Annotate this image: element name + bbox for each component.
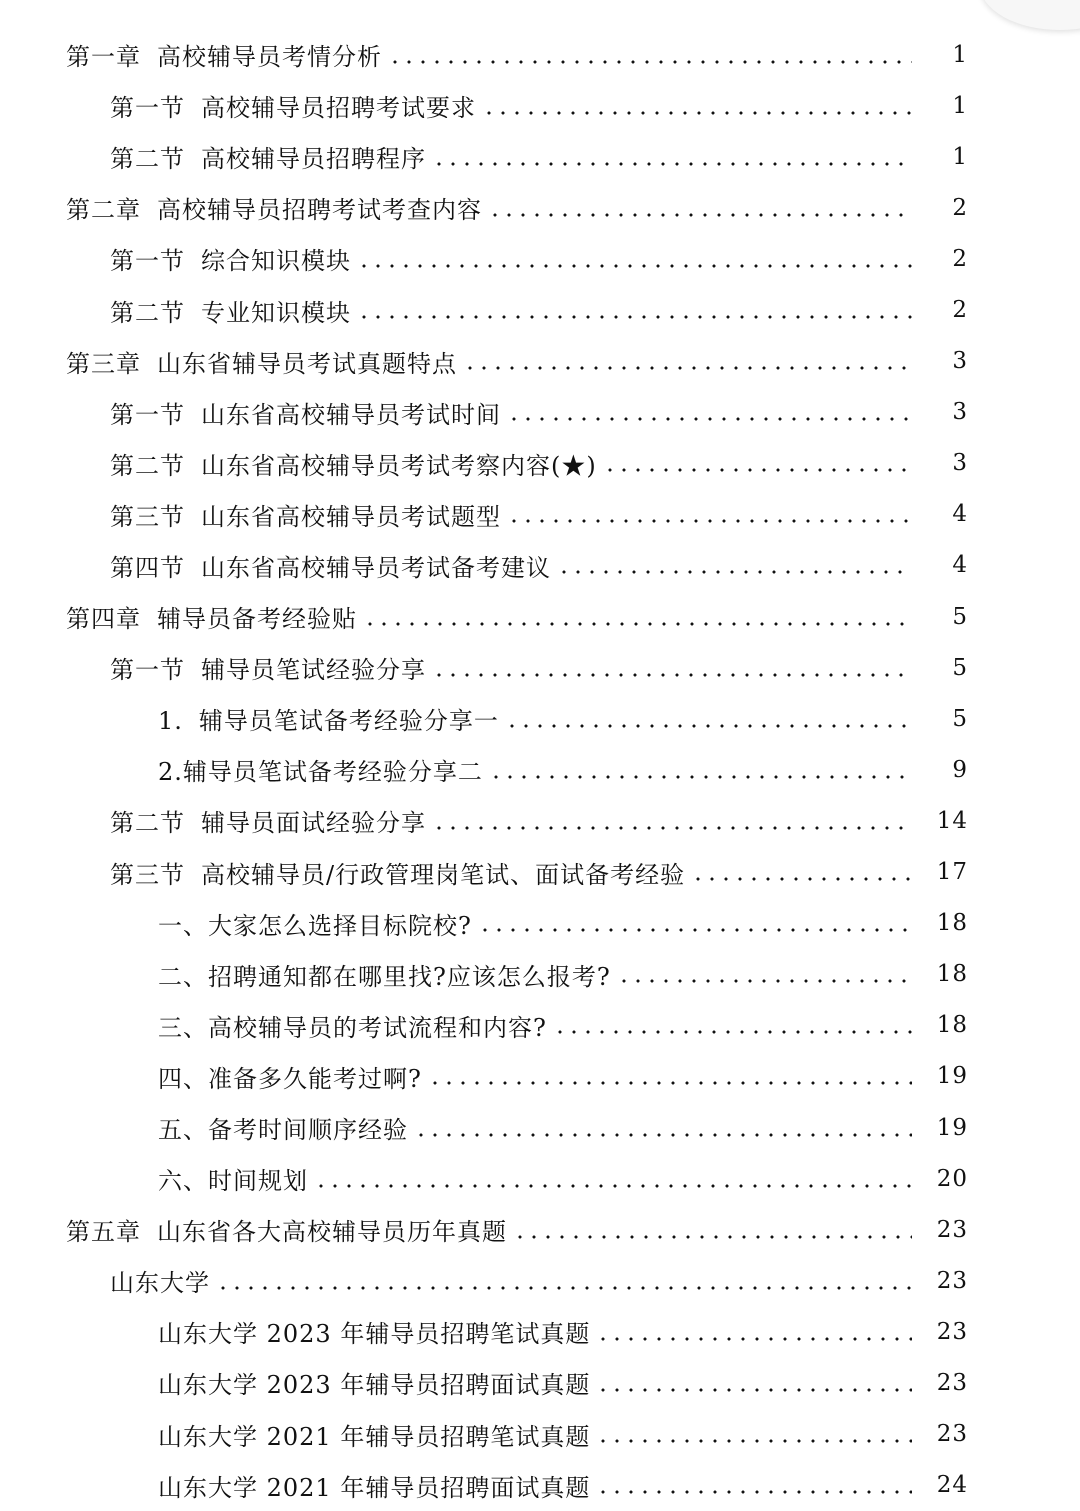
toc-entry-page-number: 14 — [936, 807, 968, 834]
toc-entry-label — [158, 1059, 428, 1094]
dot-leader — [314, 1184, 912, 1188]
toc-entry[interactable] — [0, 591, 1080, 642]
toc-entry-label — [66, 599, 363, 634]
toc-entry-title: 专业知识模块 — [201, 298, 351, 327]
toc-entry[interactable] — [0, 387, 1080, 438]
toc-entry-title: 山东省高校辅导员考试题型 — [201, 502, 501, 531]
dot-leader — [489, 775, 912, 779]
toc-entry-label — [158, 752, 489, 787]
toc-entry-page-number: 5 — [952, 603, 968, 630]
toc-entry-page-number: 5 — [952, 705, 968, 732]
toc-entry[interactable] — [0, 1000, 1080, 1051]
toc-entry-number: 1. — [158, 707, 183, 736]
toc-entry-title: 五、备考时间顺序经验 — [158, 1116, 408, 1145]
toc-entry-title: 2.辅导员笔试备考经验分享二 — [158, 758, 483, 787]
toc-entry-label — [110, 446, 603, 481]
toc-entry[interactable] — [0, 642, 1080, 693]
dot-leader — [691, 877, 912, 881]
toc-entry-number: 第三节 — [110, 860, 185, 889]
page-curl — [980, 0, 1080, 30]
toc-entry-label — [158, 1008, 553, 1043]
dot-leader — [505, 724, 912, 728]
toc-entry-label — [110, 395, 507, 430]
toc-entry-label — [66, 1212, 513, 1247]
dot-leader — [363, 622, 912, 626]
toc-entry-number: 第一章 — [66, 43, 141, 72]
toc-entry-label — [158, 1365, 596, 1400]
toc-entry-label — [66, 190, 488, 225]
dot-leader — [463, 366, 912, 370]
toc-entry-label — [158, 1110, 414, 1145]
dot-leader — [432, 673, 912, 677]
toc-entry-number: 第五章 — [66, 1218, 141, 1247]
toc-entry-page-number: 3 — [952, 348, 968, 375]
toc-entry-page-number: 19 — [936, 1114, 968, 1141]
toc-entry-page-number: 23 — [936, 1369, 968, 1396]
toc-entry-label — [110, 548, 557, 583]
toc-entry-title: 山东大学 2023 年辅导员招聘面试真题 — [158, 1371, 591, 1400]
toc-entry-page-number: 23 — [936, 1216, 968, 1243]
toc-entry[interactable] — [0, 1051, 1080, 1102]
dot-leader — [488, 213, 912, 217]
toc-entry-page-number: 20 — [936, 1165, 968, 1192]
toc-entry-label — [110, 293, 357, 328]
toc-entry[interactable] — [0, 693, 1080, 744]
toc-entry-number: 第一节 — [110, 247, 185, 276]
toc-entry-title: 高校辅导员招聘考试要求 — [201, 94, 476, 123]
toc-entry[interactable] — [0, 1102, 1080, 1153]
toc-entry[interactable] — [0, 1409, 1080, 1460]
toc-entry-label — [158, 1468, 596, 1503]
toc-entry-label — [110, 88, 482, 123]
dot-leader — [432, 826, 912, 830]
dot-leader — [596, 1337, 912, 1341]
toc-entry-page-number: 18 — [936, 961, 968, 988]
toc-entry-title: 六、时间规划 — [158, 1167, 308, 1196]
table-of-contents — [0, 29, 1080, 1511]
toc-entry-page-number: 23 — [936, 1421, 968, 1448]
toc-entry-number: 第二节 — [110, 451, 185, 480]
toc-entry[interactable] — [0, 182, 1080, 233]
toc-entry[interactable] — [0, 1460, 1080, 1511]
dot-leader — [507, 417, 912, 421]
toc-entry-label — [110, 1263, 216, 1298]
toc-entry-title: 二、招聘通知都在哪里找?应该怎么报考? — [158, 962, 611, 991]
dot-leader — [432, 162, 912, 166]
toc-entry[interactable] — [0, 489, 1080, 540]
toc-entry-label — [66, 37, 388, 72]
dot-leader — [553, 1030, 912, 1034]
toc-entry-title: 辅导员备考经验贴 — [157, 605, 357, 634]
dot-leader — [388, 60, 912, 64]
toc-entry-title: 辅导员面试经验分享 — [201, 809, 426, 838]
toc-entry-title: 山东省高校辅导员考试备考建议 — [201, 553, 551, 582]
toc-entry-page-number: 5 — [952, 654, 968, 681]
toc-entry-title: 山东省辅导员考试真题特点 — [157, 349, 457, 378]
toc-entry-title: 一、大家怎么选择目标院校? — [158, 911, 472, 940]
toc-entry-title: 山东省高校辅导员考试考察内容(★) — [201, 451, 597, 480]
toc-entry[interactable] — [0, 795, 1080, 846]
toc-entry-title: 山东大学 2023 年辅导员招聘笔试真题 — [158, 1320, 591, 1349]
dot-leader — [513, 1235, 912, 1239]
toc-entry-page-number: 2 — [952, 194, 968, 221]
toc-entry-page-number: 1 — [952, 143, 968, 170]
toc-entry-number: 第二节 — [110, 298, 185, 327]
toc-entry-label — [110, 139, 432, 174]
toc-entry[interactable] — [0, 898, 1080, 949]
toc-entry-page-number: 2 — [952, 297, 968, 324]
dot-leader — [478, 928, 912, 932]
toc-entry-number: 第四节 — [110, 553, 185, 582]
toc-entry-page-number: 23 — [936, 1318, 968, 1345]
toc-entry-number: 第二章 — [66, 196, 141, 225]
toc-entry-page-number: 19 — [936, 1063, 968, 1090]
dot-leader — [357, 315, 912, 319]
toc-entry-title: 山东省各大高校辅导员历年真题 — [157, 1218, 507, 1247]
toc-entry-label — [110, 650, 432, 685]
dot-leader — [617, 979, 912, 983]
toc-entry[interactable] — [0, 29, 1080, 80]
toc-entry[interactable] — [0, 744, 1080, 795]
toc-entry-label — [110, 497, 507, 532]
toc-entry-label — [110, 803, 432, 838]
toc-entry[interactable] — [0, 80, 1080, 131]
toc-entry-page-number: 3 — [952, 450, 968, 477]
toc-entry-number: 第二节 — [110, 809, 185, 838]
toc-entry-title: 山东大学 — [110, 1269, 210, 1298]
toc-entry-page-number: 3 — [952, 399, 968, 426]
dot-leader — [216, 1286, 912, 1290]
toc-entry-label — [158, 701, 505, 736]
toc-entry-label — [110, 241, 357, 276]
toc-entry-title: 山东大学 2021 年辅导员招聘面试真题 — [158, 1473, 591, 1502]
dot-leader — [596, 1439, 912, 1443]
toc-entry[interactable] — [0, 336, 1080, 387]
toc-entry[interactable] — [0, 540, 1080, 591]
toc-entry-page-number: 4 — [952, 552, 968, 579]
toc-entry-label — [110, 855, 691, 890]
toc-entry[interactable] — [0, 1153, 1080, 1204]
dot-leader — [482, 111, 912, 115]
toc-entry-page-number: 2 — [952, 245, 968, 272]
toc-entry[interactable] — [0, 131, 1080, 182]
dot-leader — [428, 1081, 912, 1085]
toc-entry-page-number: 1 — [952, 92, 968, 119]
toc-entry[interactable] — [0, 847, 1080, 898]
toc-entry-page-number: 17 — [936, 859, 968, 886]
toc-entry-page-number: 18 — [936, 1012, 968, 1039]
toc-entry-title: 三、高校辅导员的考试流程和内容? — [158, 1013, 547, 1042]
dot-leader — [603, 468, 912, 472]
dot-leader — [557, 570, 912, 574]
toc-entry-number: 第一节 — [110, 656, 185, 685]
toc-entry[interactable] — [0, 284, 1080, 335]
toc-entry-number: 第三节 — [110, 502, 185, 531]
toc-entry-label — [158, 1161, 314, 1196]
toc-entry[interactable] — [0, 949, 1080, 1000]
toc-entry-number: 第四章 — [66, 605, 141, 634]
toc-entry-number: 第三章 — [66, 349, 141, 378]
dot-leader — [507, 519, 912, 523]
toc-entry-title: 高校辅导员招聘考试考查内容 — [157, 196, 482, 225]
toc-entry[interactable] — [0, 1255, 1080, 1306]
toc-entry-label — [158, 1417, 596, 1452]
toc-entry[interactable] — [0, 438, 1080, 489]
toc-entry-title: 山东省高校辅导员考试时间 — [201, 400, 501, 429]
toc-entry-page-number: 1 — [952, 41, 968, 68]
toc-entry-label — [158, 957, 617, 992]
toc-entry-label — [158, 1314, 596, 1349]
toc-entry-label — [158, 906, 478, 941]
dot-leader — [596, 1490, 912, 1494]
toc-entry-page-number: 4 — [952, 501, 968, 528]
toc-entry[interactable] — [0, 1204, 1080, 1255]
dot-leader — [414, 1133, 912, 1137]
toc-entry-title: 辅导员笔试经验分享 — [201, 656, 426, 685]
toc-entry-title: 高校辅导员/行政管理岗笔试、面试备考经验 — [201, 860, 686, 889]
toc-entry-page-number: 18 — [936, 910, 968, 937]
toc-entry-title: 高校辅导员招聘程序 — [201, 145, 426, 174]
toc-entry[interactable] — [0, 1357, 1080, 1408]
toc-entry-page-number: 23 — [936, 1267, 968, 1294]
toc-entry-title: 辅导员笔试备考经验分享一 — [198, 707, 499, 736]
toc-entry[interactable] — [0, 233, 1080, 284]
toc-entry[interactable] — [0, 1306, 1080, 1357]
toc-entry-number: 第二节 — [110, 145, 185, 174]
toc-entry-number: 第一节 — [110, 400, 185, 429]
toc-entry-title: 高校辅导员考情分析 — [157, 43, 382, 72]
toc-entry-title: 综合知识模块 — [201, 247, 351, 276]
toc-entry-page-number: 24 — [936, 1472, 968, 1499]
dot-leader — [357, 264, 912, 268]
toc-entry-page-number: 9 — [952, 756, 968, 783]
toc-entry-label — [66, 344, 463, 379]
toc-entry-title: 四、准备多久能考过啊? — [158, 1064, 422, 1093]
dot-leader — [596, 1388, 912, 1392]
toc-entry-title: 山东大学 2021 年辅导员招聘笔试真题 — [158, 1422, 591, 1451]
toc-entry-number: 第一节 — [110, 94, 185, 123]
